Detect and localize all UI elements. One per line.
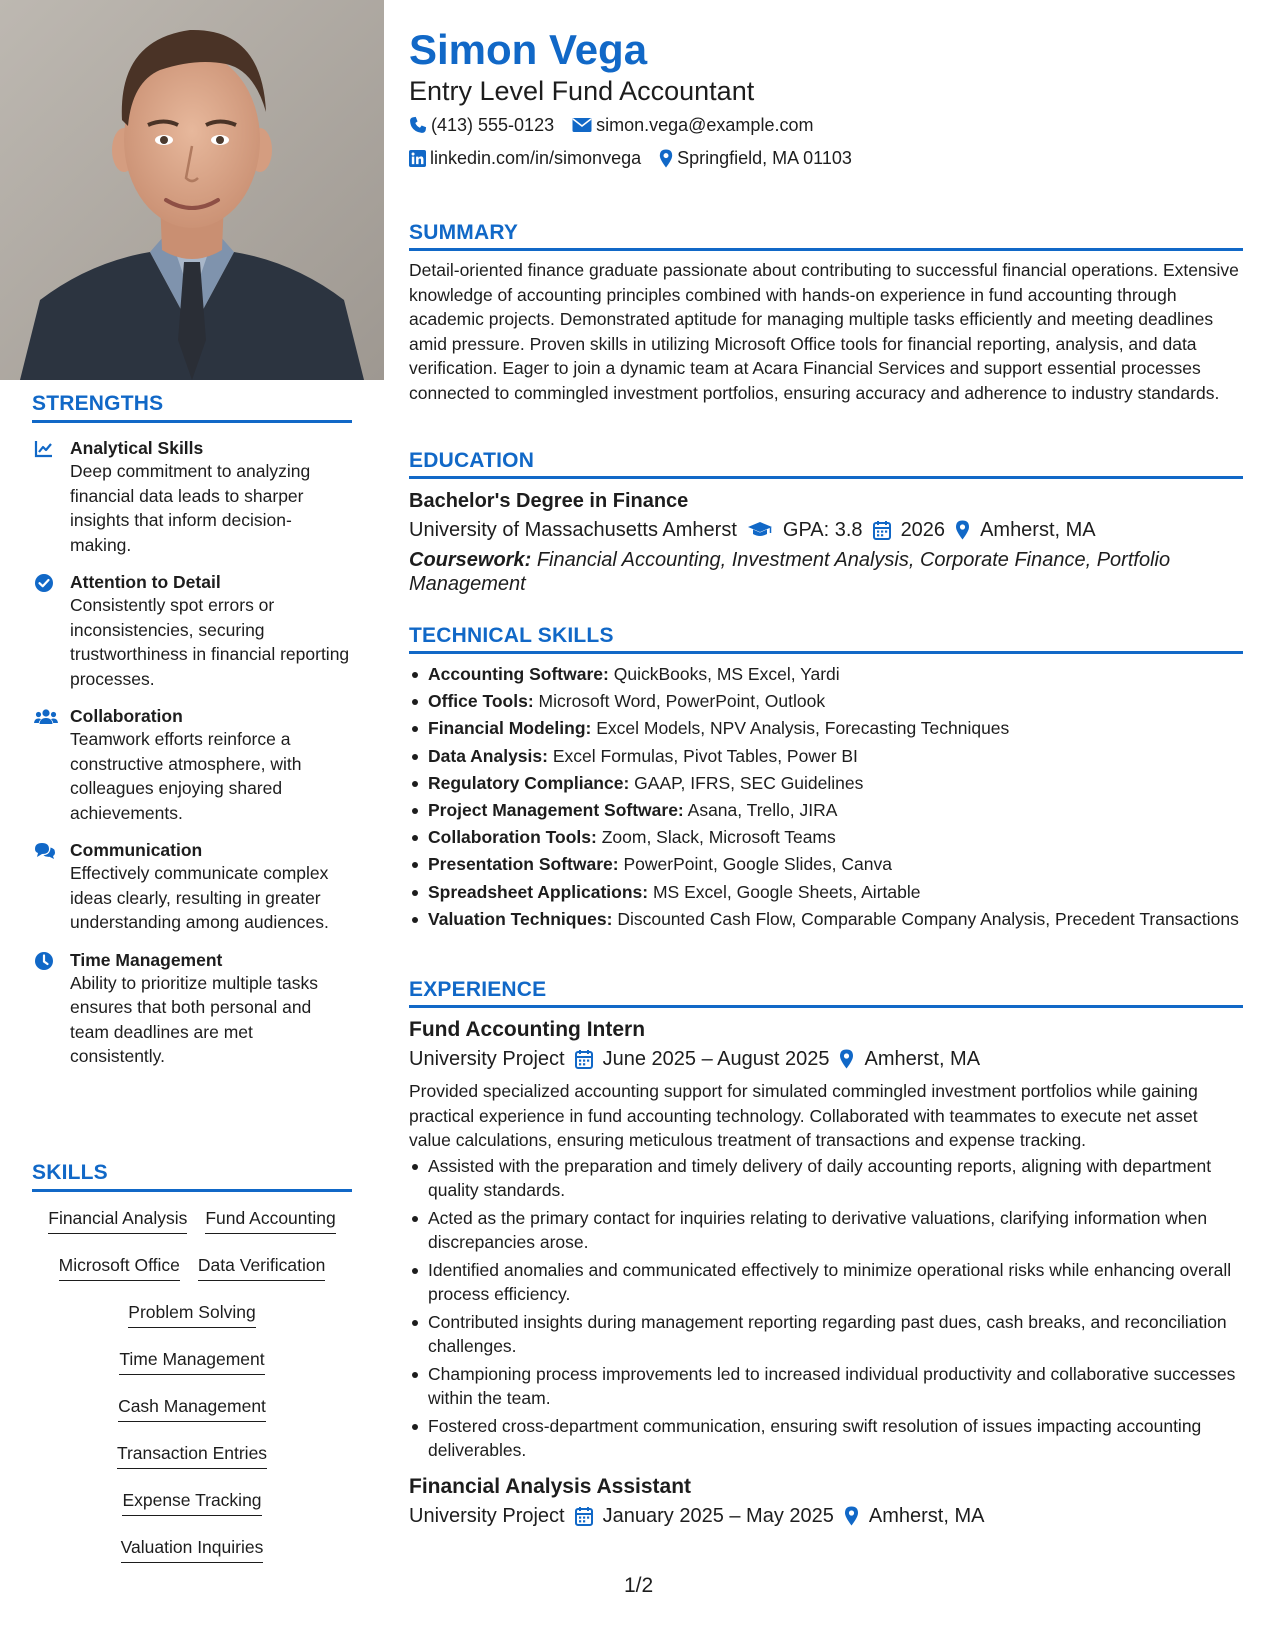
job-dates-text: January 2025 – May 2025 <box>602 1504 834 1527</box>
skill-label: Accounting Software: <box>428 664 609 684</box>
strength-item <box>32 705 352 825</box>
strength-title: Attention to Detail <box>70 572 221 592</box>
skill-value: Discounted Cash Flow, Comparable Company Analysis, Precedent Transactions <box>617 908 1239 929</box>
map-pin-icon <box>839 1049 854 1069</box>
edu-coursework <box>409 548 1243 596</box>
strengths-section <box>32 392 352 1069</box>
job-location-text: Amherst, MA <box>868 1504 985 1527</box>
linkedin-text: linkedin.com/in/simonvega <box>430 148 642 168</box>
email-text: simon.vega@example.com <box>596 115 814 135</box>
list-item <box>409 907 1243 932</box>
coursework-text: Financial Accounting, Investment Analysis, Corporate Finance, Portfolio Management <box>409 549 1171 595</box>
job-dates-text: June 2025 – August 2025 <box>602 1048 830 1070</box>
contact-email[interactable] <box>572 114 813 136</box>
job-org: University Project <box>409 1048 565 1070</box>
skill-value: PowerPoint, Google Slides, Canva <box>623 854 892 875</box>
location-text: Springfield, MA 01103 <box>677 148 852 168</box>
job-location <box>829 1045 980 1073</box>
users-icon <box>34 707 58 727</box>
summary-section <box>409 221 1243 405</box>
technical-skills-list <box>409 662 1243 931</box>
calendar-icon <box>575 1506 593 1526</box>
clock-icon <box>34 951 54 971</box>
coursework-label: Coursework: <box>409 549 532 571</box>
experience-section <box>409 978 1243 1530</box>
strength-item <box>32 437 352 557</box>
contact-phone <box>409 114 554 136</box>
skill-label: Office Tools: <box>428 691 534 712</box>
summary-heading: SUMMARY <box>409 221 1243 251</box>
job-meta <box>409 1045 1243 1073</box>
list-item <box>409 825 1243 850</box>
envelope-icon <box>572 117 592 133</box>
job-entry <box>409 1017 1243 1463</box>
skill-tag: Microsoft Office <box>59 1253 180 1281</box>
skill-tag: Data Verification <box>198 1253 325 1281</box>
technical-skills-heading: TECHNICAL SKILLS <box>409 624 1243 654</box>
job-org: University Project <box>409 1504 565 1527</box>
list-item <box>409 716 1243 741</box>
strength-title: Analytical Skills <box>70 438 204 458</box>
contact-linkedin[interactable] <box>409 147 641 169</box>
skill-value: Excel Models, NPV Analysis, Forecasting Techniques <box>596 718 1010 739</box>
job-description: Provided specialized accounting support for simulated commingled investment portfolios while gaining practical experience in fund accounting technology. Collaborated with teammates to execute net asset value calculations, ensuring meticulous treatment of transactions and expense tracking. <box>409 1081 1198 1150</box>
technical-skills-section <box>409 624 1243 934</box>
strength-title: Collaboration <box>70 706 183 726</box>
strength-desc: Teamwork efforts reinforce a constructive atmosphere, with colleagues enjoying shared achievements. <box>70 729 302 823</box>
job-entry <box>409 1474 1243 1530</box>
edu-school: University of Massachusetts Amherst <box>409 519 737 541</box>
list-item: Identified anomalies and communicated effectively to minimize operational risks while enhancing overall process efficiency. <box>409 1258 1243 1307</box>
skill-tag: Time Management <box>119 1347 264 1375</box>
skills-section <box>32 1161 352 1582</box>
strength-desc: Ability to prioritize multiple tasks ensures that both personal and team deadlines are met consistently. <box>70 972 318 1066</box>
list-item: Championing process improvements led to increased individual productivity and collaborative successes within the team. <box>409 1362 1243 1411</box>
list-item: Contributed insights during management reporting regarding past dues, cash breaks, and reconciliation challenges. <box>409 1310 1243 1359</box>
job-title: Fund Accounting Intern <box>409 1018 646 1041</box>
edu-gpa <box>737 516 863 544</box>
strength-desc: Deep commitment to analyzing financial data leads to sharper insights that inform decision-making. <box>70 461 311 555</box>
graduation-cap-icon <box>747 520 773 540</box>
page-number: 1/2 <box>624 1574 654 1597</box>
skill-label: Regulatory Compliance: <box>428 772 630 793</box>
calendar-icon <box>575 1049 593 1069</box>
education-heading: EDUCATION <box>409 449 1243 479</box>
map-pin-icon <box>844 1506 859 1526</box>
job-title: Financial Analysis Assistant <box>409 1474 692 1498</box>
skill-tag: Problem Solving <box>128 1300 255 1328</box>
list-item <box>409 852 1243 877</box>
strength-item <box>32 949 352 1069</box>
job-dates <box>565 1045 830 1073</box>
skill-label: Financial Modeling: <box>428 718 592 739</box>
skill-tag: Fund Accounting <box>205 1206 335 1234</box>
strength-desc: Consistently spot errors or inconsistencies, securing trustworthiness in financial reporting processes. <box>70 595 350 689</box>
linkedin-icon <box>409 150 426 167</box>
portrait-illustration <box>0 0 384 380</box>
edu-year-text: 2026 <box>900 519 946 541</box>
strength-desc: Effectively communicate complex ideas clearly, resulting in greater understanding among audiences. <box>70 863 329 932</box>
skill-value: Zoom, Slack, Microsoft Teams <box>601 827 836 848</box>
list-item: Acted as the primary contact for inquiries relating to derivative valuations, clarifying information when discrepancies arose. <box>409 1206 1243 1255</box>
list-item: Assisted with the preparation and timely delivery of daily accounting reports, aligning with department quality standards. <box>409 1154 1243 1203</box>
skill-value: Asana, Trello, JIRA <box>687 799 838 820</box>
skill-label: Valuation Techniques: <box>428 908 613 929</box>
experience-heading: EXPERIENCE <box>409 978 1243 1008</box>
skill-tag: Transaction Entries <box>117 1441 267 1469</box>
candidate-title: Entry Level Fund Accountant <box>409 76 755 106</box>
contact-row-1 <box>409 114 831 136</box>
edu-meta <box>409 516 1243 544</box>
edu-location-text: Amherst, MA <box>980 519 1096 541</box>
summary-text: Detail-oriented finance graduate passionate about contributing to successful financial operations. Extensive knowledge of accounting principles combined with hands-on experience in fund accounting through academic projects. Demonstrated aptitude for managing multiple tasks efficiently and meeting deadlines amid pressure. Proven skills in utilizing Microsoft Office tools for financial reporting, analysis, and data verification. Eager to join a dynamic team at Acara Financial Services and support essential processes connected to commingled investment portfolios, ensuring accuracy and adherence to industry standards. <box>409 260 1239 403</box>
map-pin-icon <box>659 149 673 168</box>
skill-label: Spreadsheet Applications: <box>428 881 649 902</box>
edu-location <box>945 516 1096 544</box>
skill-value: Microsoft Word, PowerPoint, Outlook <box>538 691 826 712</box>
list-item <box>409 798 1243 823</box>
calendar-icon <box>873 520 891 540</box>
contact-row-2 <box>409 147 870 169</box>
skill-tag: Valuation Inquiries <box>121 1535 264 1563</box>
list-item <box>409 771 1243 796</box>
phone-icon <box>409 116 427 134</box>
job-location-text: Amherst, MA <box>864 1048 981 1070</box>
skill-tag: Financial Analysis <box>48 1206 187 1234</box>
map-pin-icon <box>955 520 970 540</box>
strength-title: Time Management <box>70 949 223 970</box>
profile-photo <box>0 0 384 380</box>
skill-value: Excel Formulas, Pivot Tables, Power BI <box>552 745 858 766</box>
skill-value: MS Excel, Google Sheets, Airtable <box>652 881 921 902</box>
candidate-name: Simon Vega <box>409 26 648 73</box>
strength-title: Communication <box>70 840 203 860</box>
skill-label: Project Management Software: <box>428 799 684 820</box>
contact-location <box>659 147 852 169</box>
edu-year <box>863 516 946 544</box>
job-dates <box>565 1502 834 1530</box>
phone-text: (413) 555-0123 <box>431 115 555 135</box>
sidebar <box>0 0 384 1650</box>
comments-icon <box>34 841 56 861</box>
strength-item <box>32 839 352 935</box>
edu-gpa-text: GPA: 3.8 <box>782 519 863 541</box>
list-item <box>409 689 1243 714</box>
list-item: Fostered cross-department communication, ensuring swift resolution of issues impacting accounting deliverables. <box>409 1414 1243 1463</box>
education-section <box>409 449 1243 596</box>
skills-list <box>32 1206 352 1582</box>
skill-label: Collaboration Tools: <box>428 827 597 848</box>
check-circle-icon <box>34 573 54 593</box>
strength-item <box>32 571 352 691</box>
job-bullets <box>409 1154 1243 1463</box>
chart-line-icon <box>34 439 54 459</box>
job-location <box>834 1502 985 1530</box>
skill-value: GAAP, IFRS, SEC Guidelines <box>634 772 864 793</box>
list-item <box>409 880 1243 905</box>
skill-tag: Cash Management <box>118 1394 266 1422</box>
skill-label: Presentation Software: <box>428 854 619 875</box>
job-meta <box>409 1502 1243 1530</box>
strengths-heading: STRENGTHS <box>32 392 352 423</box>
skill-tag: Expense Tracking <box>122 1488 261 1516</box>
skills-heading: SKILLS <box>32 1161 352 1192</box>
edu-degree: Bachelor's Degree in Finance <box>409 490 689 512</box>
list-item <box>409 662 1243 687</box>
list-item <box>409 744 1243 769</box>
skill-label: Data Analysis: <box>428 745 548 766</box>
skill-value: QuickBooks, MS Excel, Yardi <box>613 664 840 684</box>
